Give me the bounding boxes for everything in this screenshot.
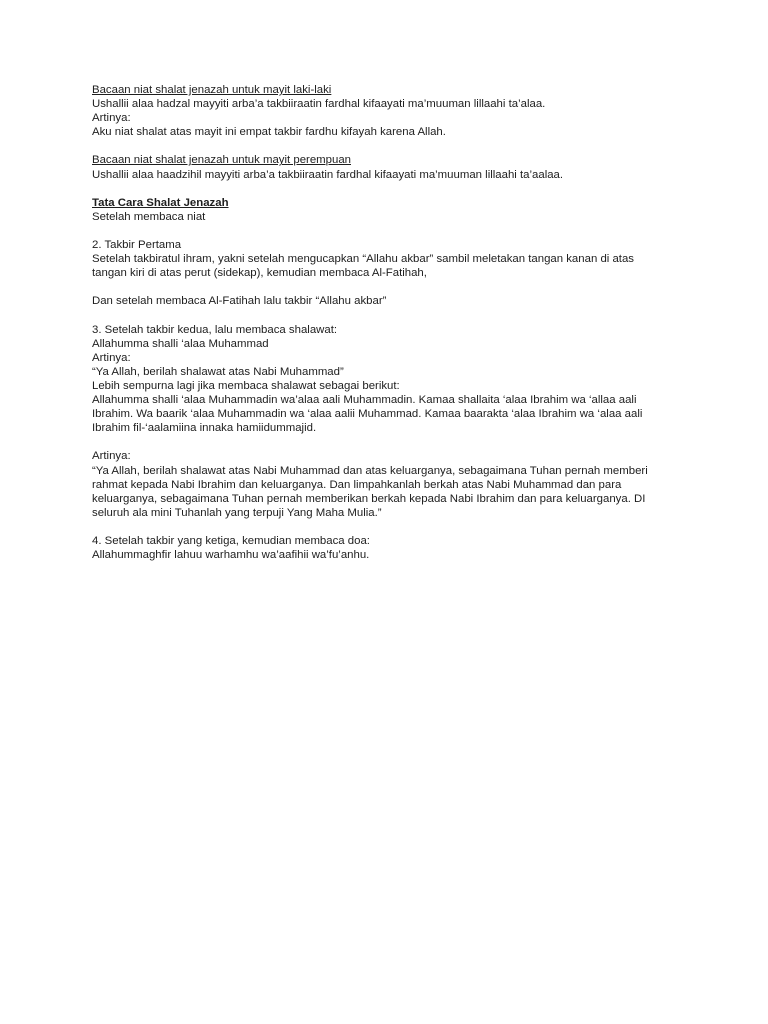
step-3-translation xyxy=(92,449,692,519)
section-female-arabic: Ushallii alaa haadzihil mayyiti arba’a takbiiraatin fardhal kifaayati ma’muuman lillaahi ta’aalaa. xyxy=(92,168,564,181)
step-3-more-complete: Lebih sempurna lagi jika membaca shalawat sebagai berikut: xyxy=(92,379,400,392)
step-2-followup: Dan setelah membaca Al-Fatihah lalu takbir “Allahu akbar” xyxy=(92,295,387,308)
section-male-arabic: Ushallii alaa hadzal mayyiti arba’a takbiiraatin fardhal kifaayati ma’muuman lillaahi ta’alaa. xyxy=(92,98,546,111)
step-4 xyxy=(92,534,692,562)
section-female-heading: Bacaan niat shalat jenazah untuk mayit perempuan xyxy=(92,154,351,167)
section-male-translation: Aku niat shalat atas mayit ini empat takbir fardhu kifayah karena Allah. xyxy=(92,126,446,139)
step-3 xyxy=(92,323,692,436)
procedure-heading: Tata Cara Shalat Jenazah xyxy=(92,196,229,209)
document-page xyxy=(92,83,692,576)
step-3-arabic-short: Allahumma shalli ‘alaa Muhammad xyxy=(92,337,269,350)
step-2-text-line-1: Setelah takbiratul ihram, yakni setelah mengucapkan “Allahu akbar” sambil meletakan tangan kanan di atas xyxy=(92,253,635,266)
section-female-intention xyxy=(92,153,692,181)
step-3-translation-long-line-3: keluarganya, sebagaimana Tuhan pernah memberikan berkah kepada Nabi Ibrahim dan para keluarganya. DI xyxy=(92,492,646,505)
step-3-translation-long-line-1: “Ya Allah, berilah shalawat atas Nabi Muhammad dan atas keluarganya, sebagaimana Tuhan pernah memberi xyxy=(92,464,648,477)
step-3-title: 3. Setelah takbir kedua, lalu membaca shalawat: xyxy=(92,323,338,336)
step-3-artinya-label: Artinya: xyxy=(92,351,131,364)
step-3-arabic-long-line-2: Ibrahim. Wa baarik ‘alaa Muhammadin wa ‘alaa aalii Muhammad. Kamaa baarakta ‘alaa Ibrahim wa ‘alaa aali xyxy=(92,408,643,421)
step-3-artinya-label-2: Artinya: xyxy=(92,450,131,463)
section-male-heading: Bacaan niat shalat jenazah untuk mayit laki-laki xyxy=(92,84,332,96)
step-2 xyxy=(92,238,692,280)
step-2-title: 2. Takbir Pertama xyxy=(92,239,182,252)
step-4-arabic: Allahummaghfir lahuu warhamhu wa’aafihii wa’fu’anhu. xyxy=(92,549,370,562)
step-4-title: 4. Setelah takbir yang ketiga, kemudian membaca doa: xyxy=(92,535,370,547)
step-3-translation-long-line-2: rahmat kepada Nabi Ibrahim dan keluarganya. Dan limpahkanlah berkah atas Nabi Muhammad dan para xyxy=(92,478,622,491)
step-3-translation-long-line-4: seluruh ala mini Tuhanlah yang terpuji Yang Maha Mulia.” xyxy=(92,506,382,519)
section-male-artinya-label: Artinya: xyxy=(92,112,131,125)
section-male-intention xyxy=(92,83,692,139)
step-3-arabic-long-line-3: Ibrahim fil-‘aalamiina innaka hamiidummajid. xyxy=(92,422,317,435)
step-3-translation-short: “Ya Allah, berilah shalawat atas Nabi Muhammad” xyxy=(92,365,344,378)
step-2-text-line-2: tangan kiri di atas perut (sidekap), kemudian membaca Al-Fatihah, xyxy=(92,267,427,280)
step-3-arabic-long-line-1: Allahumma shalli ‘alaa Muhammadin wa’alaa aali Muhammadin. Kamaa shallaita ‘alaa Ibrahim wa ‘allaa aali xyxy=(92,394,637,407)
step-2-followup-block xyxy=(92,294,692,308)
procedure-section xyxy=(92,196,692,224)
procedure-intro: Setelah membaca niat xyxy=(92,210,206,223)
